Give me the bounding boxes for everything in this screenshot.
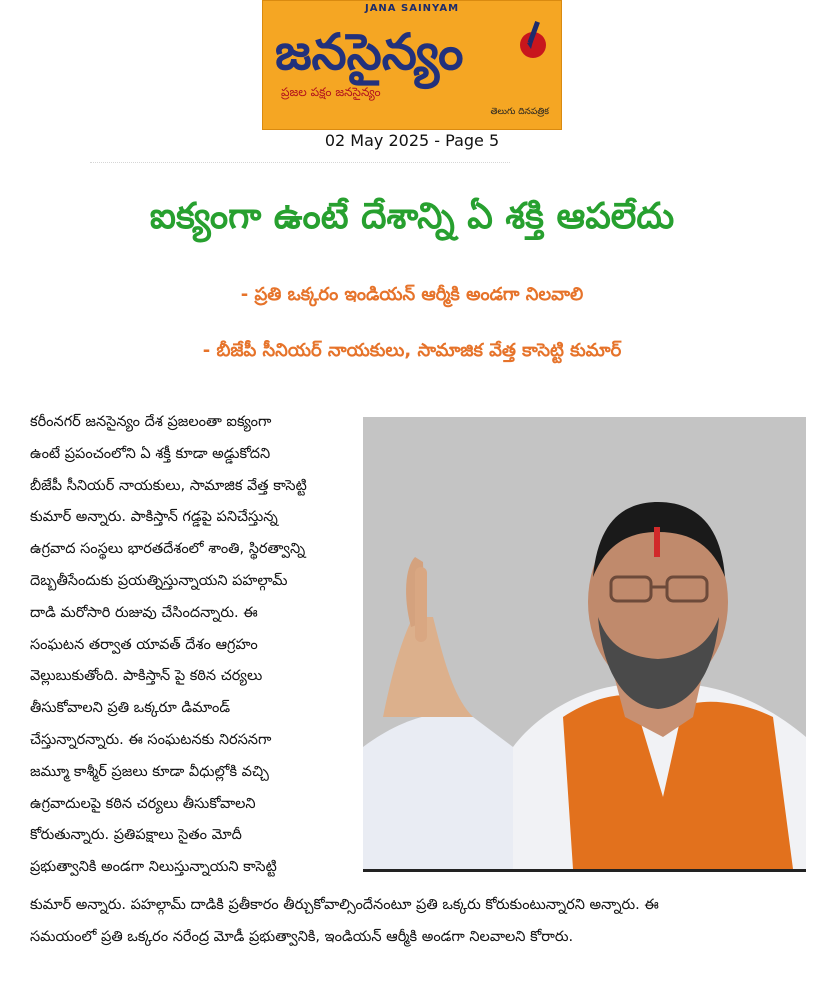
article-line: కుమార్ అన్నారు. పాకిస్తాన్ గడ్డపై పనిచేస్తున్న: [30, 509, 278, 526]
article-line: వెల్లుబుకుతోంది. పాకిస్తాన్ పై కఠిన చర్యలు: [30, 668, 263, 685]
masthead-english-name: JANA SAINYAM: [364, 3, 460, 14]
article-body-full-width: [30, 890, 794, 954]
article-line: బీజేపీ సీనియర్ నాయకులు, సామాజిక వేత్త కాసెట్టి: [30, 477, 307, 494]
masthead-tagline: ప్రజల పక్షం జనసైన్యం: [281, 85, 381, 99]
article-line: ఉగ్రవాదులపై కఠిన చర్యలు తీసుకోవాలని: [30, 795, 256, 812]
article-line: జమ్మూ కాశ్మీర్ ప్రజలు కూడా వీధుల్లోకి వచ్చి: [30, 763, 269, 780]
article-headline: ఐక్యంగా ఉంటే దేశాన్ని ఏ శక్తి ఆపలేదు: [149, 196, 675, 237]
masthead-edition-label: తెలుగు దినపత్రిక: [490, 107, 549, 117]
pen-icon: [519, 19, 547, 63]
article-line: చేస్తున్నారన్నారు. ఈ సంఘటనకు నిరసనగా: [30, 731, 272, 748]
article-body-column: [30, 407, 356, 884]
article-line: ఉగ్రవాద సంస్థలు భారతదేశంలో శాంతి, స్థిరత్వాన్ని: [30, 541, 306, 558]
article-line: తీసుకోవాలని ప్రతి ఒక్కరూ డిమాండ్: [30, 700, 231, 717]
divider: [90, 162, 510, 163]
article-line: సమయంలో ప్రతి ఒక్కరం నరేంద్ర మోడీ ప్రభుత్వానికి, ఇండియన్ ఆర్మీకి అండగా నిలవాలని కోరారు.: [30, 928, 574, 945]
article-line: సంఘటన తర్వాత యావత్ దేశం ఆగ్రహం: [30, 636, 258, 653]
article-line: దెబ్బతీసేందుకు ప్రయత్నిస్తున్నాయని పహల్గామ్: [30, 572, 288, 589]
masthead-telugu-name: జనసైన్యం: [275, 23, 464, 81]
portrait-illustration: [363, 417, 806, 869]
masthead-logo: [262, 0, 562, 130]
article-line: ప్రభుత్వానికి అండగా నిలుస్తున్నాయని కాసెట్టి: [30, 859, 277, 876]
article-line: దాడి మరోసారి రుజువు చేసిందన్నారు. ఈ: [30, 604, 258, 621]
article-line: కుమార్ అన్నారు. పహల్గామ్ దాడికి ప్రతీకారం తీర్చుకోవాల్సిందేనంటూ ప్రతి ఒక్కరు కోరుకుంటున్నారని అన్నారు. ఈ: [30, 897, 659, 913]
article-photo: [363, 417, 806, 872]
article-subhead-2: - బీజేపీ సీనియర్ నాయకులు, సామాజిక వేత్త కాసెట్టి కుమార్: [202, 340, 622, 361]
article-subhead-1: - ప్రతి ఒక్కరం ఇండియన్ ఆర్మీకి అండగా నిలవాలి: [240, 284, 584, 305]
article-line: కరీంనగర్ జనసైన్యం దేశ ప్రజలంతా ఐక్యంగా: [30, 414, 272, 430]
date-page-line: 02 May 2025 - Page 5: [324, 131, 500, 150]
article-line: ఉంటే ప్రపంచంలోని ఏ శక్తీ కూడా అడ్డుకోదని: [30, 445, 271, 462]
article-line: కోరుతున్నారు. ప్రతిపక్షాలు సైతం మోదీ: [30, 827, 242, 844]
